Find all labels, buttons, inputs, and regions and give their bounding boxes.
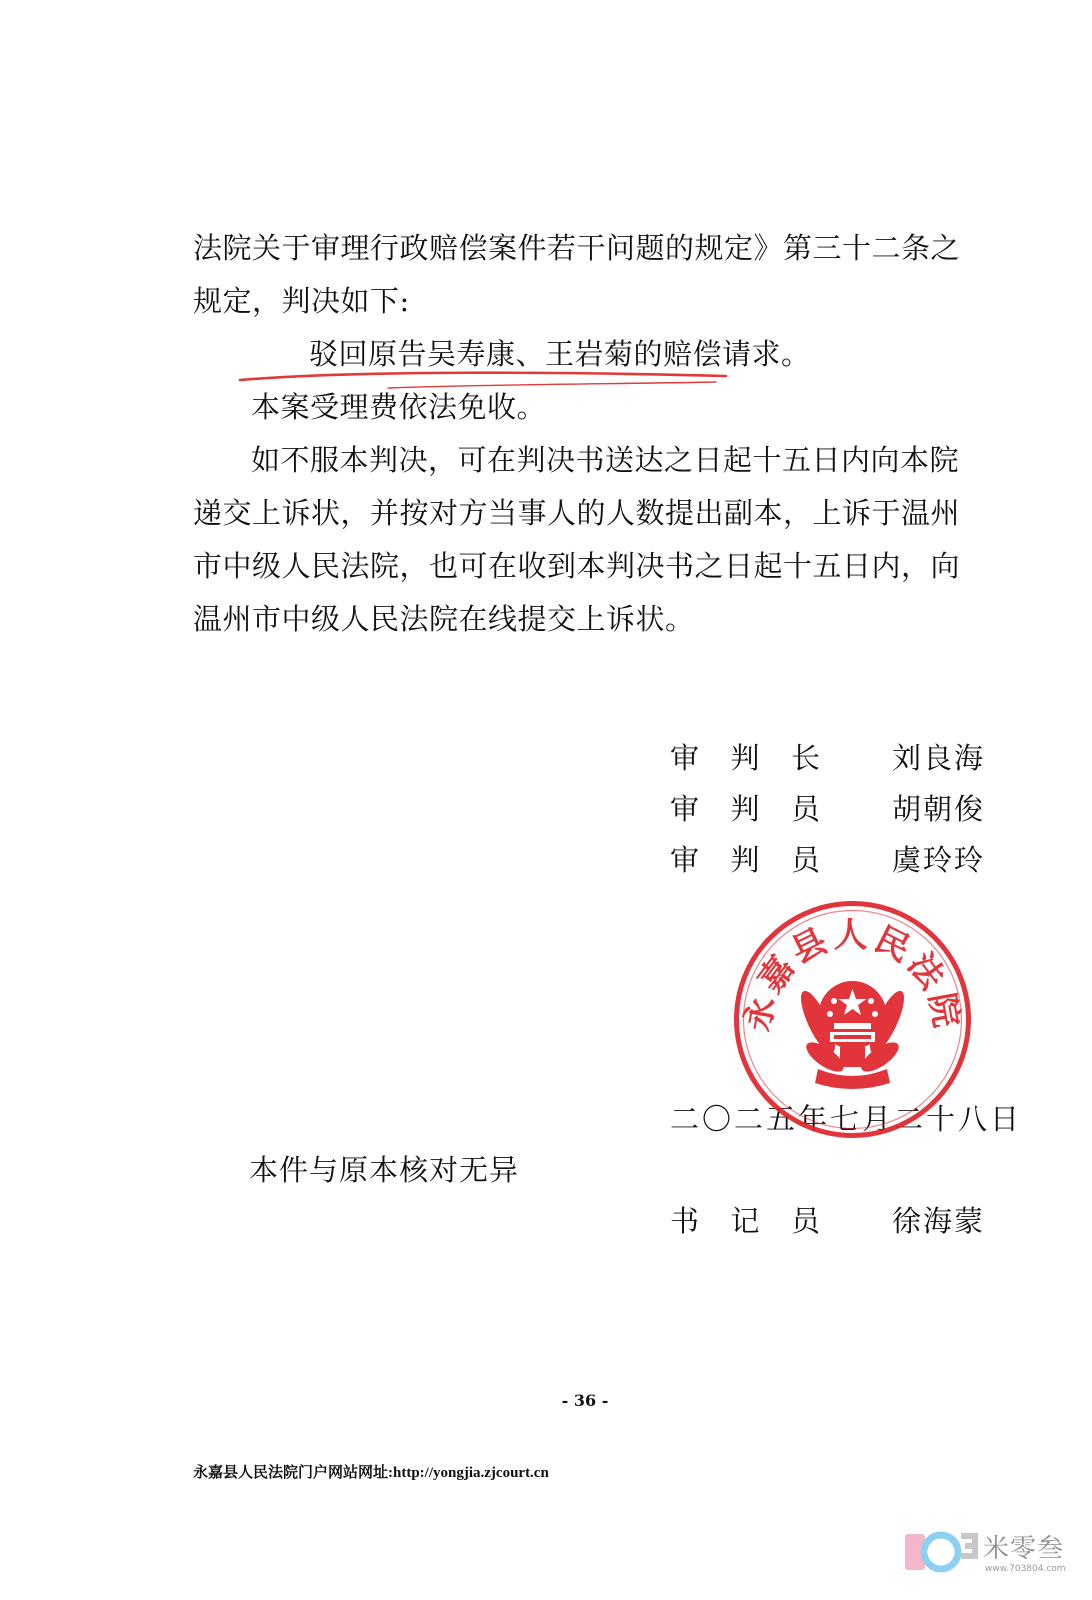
site-watermark	[903, 1520, 1083, 1590]
signature-role: 书 记 员	[670, 1204, 820, 1238]
watermark-url: www.703804.com	[985, 1564, 1066, 1574]
judgment-body	[193, 222, 985, 646]
signature-name: 刘良海	[891, 741, 985, 775]
page-number: - 36 -	[561, 1391, 609, 1410]
red-pen-underline	[238, 366, 738, 396]
fee-paragraph: 本案受理费依法免收。	[251, 390, 547, 424]
signature-role: 审 判 员	[670, 792, 820, 826]
signature-row-judge-1	[670, 787, 985, 831]
signature-role: 审 判 长	[670, 741, 820, 775]
judgment-date: 二〇二五年七月二十八日	[670, 1102, 1023, 1136]
signature-role: 审 判 员	[670, 843, 820, 877]
watermark-logo-icon	[903, 1520, 979, 1580]
certification-statement: 本件与原本核对无异	[249, 1153, 520, 1187]
seal-text: 永嘉县人民法院	[737, 915, 968, 1035]
signature-name: 胡朝俊	[891, 792, 985, 826]
signature-name: 虞玲玲	[891, 843, 985, 877]
signature-row-clerk	[670, 1199, 985, 1243]
appeal-paragraph: 如不服本判决，可在判决书送达之日起十五日内向本院递交上诉状，并按对方当事人的人数提出副本，上诉于温州市中级人民法院，也可在收到本判决书之日起十五日内，向温州市中级人民法院在线提交上诉状。	[193, 443, 961, 636]
footer-website: 永嘉县人民法院门户网站网址:http://yongjia.zjcourt.cn	[193, 1465, 549, 1481]
watermark-text: 米零叁	[983, 1534, 1065, 1564]
court-seal-icon	[730, 897, 975, 1142]
signature-name: 徐海蒙	[891, 1204, 985, 1238]
ruling-text: 驳回原告吴寿康、王岩菊的赔偿请求。	[309, 337, 811, 371]
ruling-basis-paragraph: 法院关于审理行政赔偿案件若干问题的规定》第三十二条之规定，判决如下:	[193, 231, 961, 318]
signature-row-judge-2	[670, 838, 985, 882]
signature-row-presiding-judge	[670, 736, 985, 780]
